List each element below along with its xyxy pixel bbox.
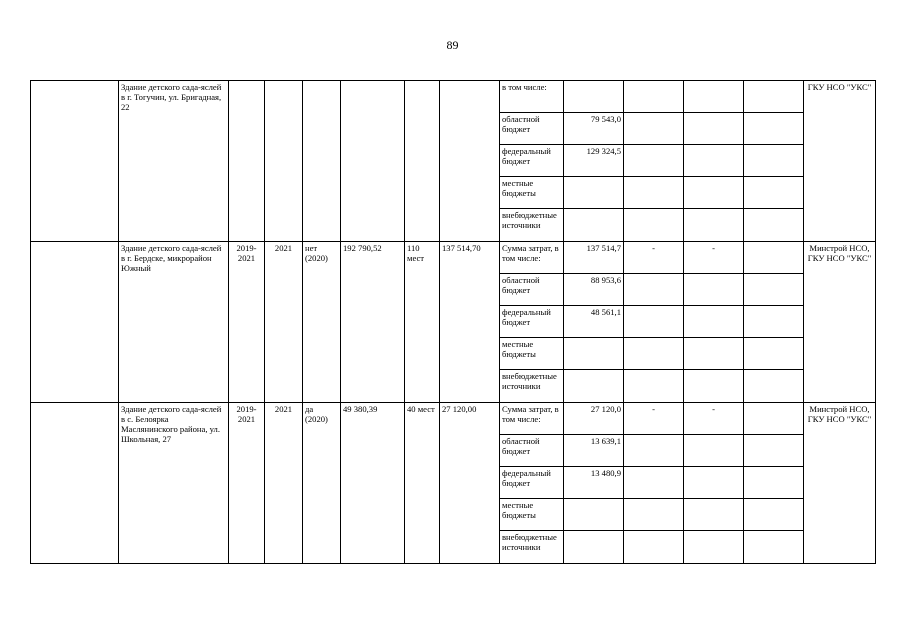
table-row <box>31 403 876 435</box>
funding-value-cell: 13 480,9 <box>564 467 624 499</box>
funding-value-cell <box>564 531 624 564</box>
year3-cell <box>684 177 744 209</box>
capacity-cell: 40 мест <box>405 403 440 564</box>
funding-label-cell: Сумма затрат, в том числе: <box>500 242 564 274</box>
year3-cell: - <box>684 242 744 274</box>
year2-cell <box>624 338 684 370</box>
funding-label-cell: федеральный бюджет <box>500 467 564 499</box>
total-cell <box>440 81 500 242</box>
extra-cell <box>744 242 804 274</box>
funding-label-cell: внебюджетные источники <box>500 209 564 242</box>
funding-value-cell: 88 953,6 <box>564 274 624 306</box>
year-cell: 2021 <box>265 242 303 403</box>
year3-cell <box>684 499 744 531</box>
capacity-cell <box>405 81 440 242</box>
funding-value-cell: 79 543,0 <box>564 113 624 145</box>
funding-label-cell: внебюджетные источники <box>500 370 564 403</box>
funding-value-cell: 13 639,1 <box>564 435 624 467</box>
funding-label-cell: местные бюджеты <box>500 499 564 531</box>
extra-cell <box>744 209 804 242</box>
executor-cell: Минстрой НСО, ГКУ НСО "УКС" <box>804 403 876 564</box>
extra-cell <box>744 435 804 467</box>
table-row <box>31 242 876 274</box>
extra-cell <box>744 531 804 564</box>
year2-cell <box>624 274 684 306</box>
year3-cell <box>684 306 744 338</box>
funding-value-cell <box>564 177 624 209</box>
funding-label-cell: областной бюджет <box>500 113 564 145</box>
funding-value-cell: 48 561,1 <box>564 306 624 338</box>
investment-table <box>30 80 876 564</box>
funding-label-cell: федеральный бюджет <box>500 306 564 338</box>
funding-label-cell: федеральный бюджет <box>500 145 564 177</box>
year-cell: 2021 <box>265 403 303 564</box>
funding-value-cell: 27 120,0 <box>564 403 624 435</box>
psd-cell <box>303 81 341 242</box>
extra-cell <box>744 306 804 338</box>
year2-cell <box>624 81 684 113</box>
funding-value-cell: 137 514,7 <box>564 242 624 274</box>
extra-cell <box>744 177 804 209</box>
year2-cell <box>624 177 684 209</box>
object-name-cell: Здание детского сада-яслей в с. Белоярка Маслянинского района, ул. Школьная, 27 <box>119 403 229 564</box>
year3-cell <box>684 274 744 306</box>
extra-cell <box>744 274 804 306</box>
period-cell: 2019-2021 <box>229 242 265 403</box>
extra-cell <box>744 338 804 370</box>
year3-cell <box>684 145 744 177</box>
extra-cell <box>744 145 804 177</box>
total-cell: 27 120,00 <box>440 403 500 564</box>
object-name-cell: Здание детского сада-яслей в г. Тогучин, ул. Бригадная, 22 <box>119 81 229 242</box>
period-cell <box>229 81 265 242</box>
year3-cell <box>684 531 744 564</box>
page-number: 89 <box>446 38 459 52</box>
year3-cell <box>684 370 744 403</box>
year2-cell <box>624 306 684 338</box>
year2-cell <box>624 145 684 177</box>
funding-label-cell: местные бюджеты <box>500 338 564 370</box>
year2-cell: - <box>624 242 684 274</box>
year3-cell: - <box>684 403 744 435</box>
year3-cell <box>684 435 744 467</box>
funding-label-cell: областной бюджет <box>500 274 564 306</box>
year3-cell <box>684 113 744 145</box>
funding-label-cell: внебюджетные источники <box>500 531 564 564</box>
funding-value-cell <box>564 209 624 242</box>
year2-cell <box>624 467 684 499</box>
extra-cell <box>744 113 804 145</box>
funding-label-cell: в том числе: <box>500 81 564 113</box>
cost-cell: 49 380,39 <box>341 403 405 564</box>
row-number-cell <box>31 242 119 403</box>
funding-value-cell <box>564 338 624 370</box>
year2-cell <box>624 499 684 531</box>
extra-cell <box>744 499 804 531</box>
year3-cell <box>684 209 744 242</box>
year2-cell <box>624 435 684 467</box>
period-cell: 2019-2021 <box>229 403 265 564</box>
funding-value-cell <box>564 499 624 531</box>
psd-cell: да (2020) <box>303 403 341 564</box>
year2-cell: - <box>624 403 684 435</box>
object-name-cell: Здание детского сада-яслей в г. Бердске, микрорайон Южный <box>119 242 229 403</box>
executor-cell: Минстрой НСО, ГКУ НСО "УКС" <box>804 242 876 403</box>
funding-label-cell: местные бюджеты <box>500 177 564 209</box>
row-number-cell <box>31 81 119 242</box>
extra-cell <box>744 467 804 499</box>
funding-label-cell: Сумма затрат, в том числе: <box>500 403 564 435</box>
year3-cell <box>684 338 744 370</box>
cost-cell <box>341 81 405 242</box>
extra-cell <box>744 370 804 403</box>
table-row <box>31 81 876 113</box>
capacity-cell: 110 мест <box>405 242 440 403</box>
funding-value-cell <box>564 81 624 113</box>
year-cell <box>265 81 303 242</box>
year2-cell <box>624 531 684 564</box>
cost-cell: 192 790,52 <box>341 242 405 403</box>
row-number-cell <box>31 403 119 564</box>
funding-label-cell: областной бюджет <box>500 435 564 467</box>
year2-cell <box>624 209 684 242</box>
total-cell: 137 514,70 <box>440 242 500 403</box>
funding-value-cell: 129 324,5 <box>564 145 624 177</box>
year3-cell <box>684 81 744 113</box>
extra-cell <box>744 403 804 435</box>
executor-cell: ГКУ НСО "УКС" <box>804 81 876 242</box>
psd-cell: нет (2020) <box>303 242 341 403</box>
extra-cell <box>744 81 804 113</box>
year2-cell <box>624 113 684 145</box>
funding-value-cell <box>564 370 624 403</box>
year2-cell <box>624 370 684 403</box>
year3-cell <box>684 467 744 499</box>
